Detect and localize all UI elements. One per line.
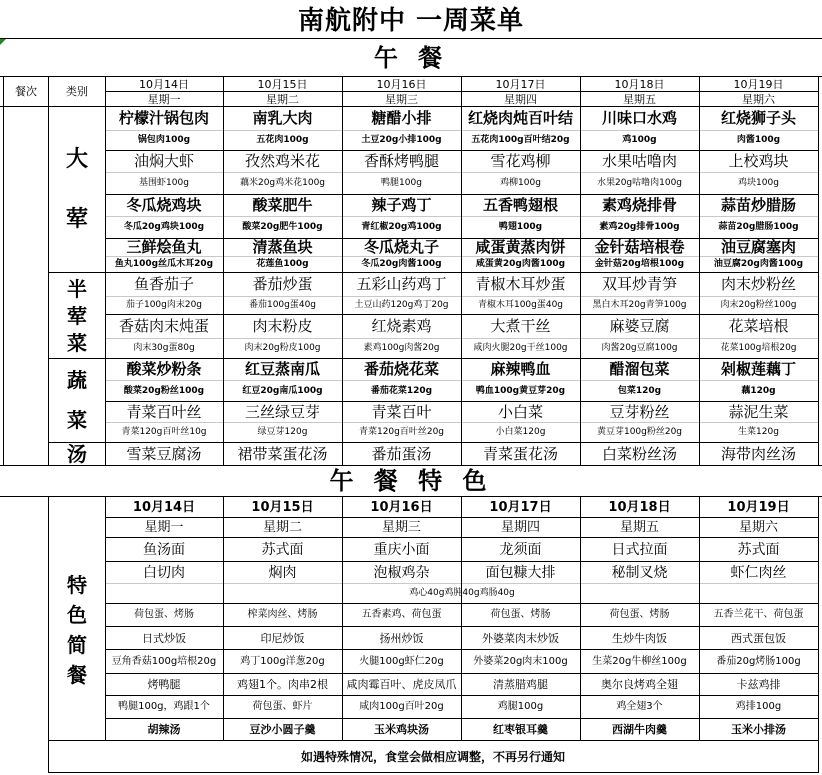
category-main-meat: 大 [65, 147, 88, 172]
special-side: 榨菜肉丝、烤肠 [247, 609, 318, 620]
special-topping: 白切肉 [143, 564, 185, 581]
dish-ingredients: 咸肉火腿20g干丝100g [473, 343, 568, 353]
cell-marker-icon [0, 39, 6, 45]
dish-ingredients: 水果20g咕噜肉100g [596, 178, 683, 188]
special-topping: 泡椒鸡杂 [373, 564, 430, 581]
dish-name: 红豆蒸南瓜 [244, 360, 320, 378]
category-special: 色 [67, 603, 87, 627]
grid-line [3, 76, 4, 466]
dish-name: 鱼香茄子 [133, 275, 194, 293]
category-soup: 汤 [67, 443, 87, 465]
special-rice-ingredients: 火腿100g虾仁20g [359, 655, 444, 667]
dish-ingredients: 藕米20g鸡米花100g [239, 178, 326, 188]
special-topping: 虾仁肉丝 [730, 564, 787, 581]
special-noodle: 苏式面 [261, 541, 304, 558]
dish-name: 三丝绿豆芽 [244, 402, 320, 421]
dish-name: 酸菜肥牛 [252, 196, 313, 214]
dish-name: 雪花鸡柳 [490, 152, 551, 170]
dish-name: 青椒木耳炒蛋 [475, 275, 566, 293]
category-special: 特 [67, 573, 87, 597]
dish-ingredients: 冬瓜20g鸡块100g [123, 222, 205, 232]
special-date: 10月15日 [251, 499, 314, 515]
soup-name: 裙带菜蛋花汤 [237, 444, 328, 463]
dish-name: 花菜培根 [728, 317, 789, 335]
dish-name: 小白菜 [497, 402, 543, 421]
dish-ingredients: 基围虾100g [139, 178, 189, 188]
grid-line [0, 38, 822, 39]
dish-ingredients: 土豆20g小排100g [361, 135, 442, 145]
dish-name: 川味口水鸡 [601, 109, 677, 127]
special-weekday: 星期五 [619, 520, 659, 535]
dish-name: 蒜苗炒腊肠 [720, 196, 796, 214]
dish-ingredients: 鸭血100g黄豆芽20g [475, 385, 566, 396]
dish-name: 蒜泥生菜 [728, 402, 789, 421]
dish-name: 三鲜烩鱼丸 [126, 239, 202, 256]
date-label: 10月16日 [376, 77, 427, 91]
dish-ingredients: 蒜苗20g腊肠100g [718, 222, 799, 232]
special-side: 荷包蛋、烤肠 [609, 609, 670, 620]
date-label: 10月19日 [733, 77, 784, 91]
menu-title: 南航附中 一周菜单 [297, 6, 525, 36]
dish-name: 红烧狮子头 [720, 109, 796, 127]
special-weekday: 星期三 [381, 520, 421, 535]
special-rice: 生炒牛肉饭 [612, 631, 667, 645]
special-side: 五香素鸡、荷包蛋 [361, 609, 442, 620]
category-half-meat: 菜 [67, 330, 87, 355]
dish-ingredients: 黑白木耳20g青笋100g [592, 300, 687, 310]
dish-name: 醋溜包菜 [609, 360, 670, 378]
category-special: 餐 [67, 663, 87, 687]
soup-name: 雪菜豆腐汤 [126, 444, 202, 463]
dish-name: 青菜百叶丝 [126, 402, 202, 421]
special-side: 荷包蛋、烤肠 [134, 609, 194, 620]
special-extra-ingredients: 咸肉100g百叶20g [359, 701, 444, 712]
dish-ingredients: 鸡块100g [738, 178, 779, 188]
special-noodle: 日式拉面 [611, 541, 668, 558]
special-rice: 扬州炒饭 [379, 631, 424, 645]
category-vegetable: 菜 [67, 408, 87, 432]
dish-ingredients: 素鸡20g排骨100g [599, 222, 680, 232]
dish-ingredients: 红豆20g南瓜100g [242, 385, 323, 396]
special-rice: 外婆菜肉末炒饭 [482, 631, 559, 645]
dish-ingredients: 鱼丸100g丝瓜木耳20g [114, 259, 214, 269]
special-extra: 咸肉霉百叶、虎皮凤爪 [346, 678, 457, 691]
soup-name: 番茄蛋汤 [371, 444, 432, 463]
dish-name: 水果咕噜肉 [601, 152, 677, 170]
soup-name: 白菜粉丝汤 [601, 444, 677, 463]
dish-name: 麻辣鸭血 [490, 360, 551, 378]
dish-ingredients: 酸菜20g粉丝100g [123, 385, 205, 396]
dish-ingredients: 冬瓜20g肉酱100g [361, 259, 442, 269]
dish-ingredients: 花莲鱼100g [256, 259, 309, 269]
weekday-label: 星期一 [147, 92, 181, 106]
section-title-lunch: 午 餐 [373, 44, 449, 72]
soup-name: 青菜蛋花汤 [482, 444, 558, 463]
dish-name: 五彩山药鸡丁 [356, 275, 447, 293]
special-topping-ingredients: 鸡心40g鸡肫40g鸡肠40g [409, 588, 515, 598]
special-extra-ingredients: 荷包蛋、虾片 [252, 701, 313, 712]
special-date: 10月19日 [727, 499, 790, 515]
category-special: 简 [67, 633, 87, 657]
special-date: 10月17日 [489, 499, 552, 515]
dish-ingredients: 茄子100g肉末20g [125, 300, 203, 310]
category-half-meat: 半 [67, 277, 87, 302]
special-rice: 印尼炒饭 [260, 631, 305, 645]
special-topping: 焖肉 [268, 564, 297, 581]
dish-name: 青菜百叶 [371, 402, 432, 421]
special-topping: 面包糠大排 [485, 564, 556, 581]
dish-ingredients: 肉末20g粉皮100g [244, 343, 321, 353]
weekday-label: 星期四 [504, 92, 537, 106]
dish-ingredients: 青菜120g百叶丝20g [358, 427, 445, 437]
header-meal-time: 餐次 [15, 85, 37, 98]
dish-ingredients: 番茄100g蛋40g [248, 300, 317, 310]
dish-name: 五香鸭翅根 [482, 196, 558, 214]
dish-ingredients: 金针菇20g培根100g [594, 259, 685, 269]
weekday-label: 星期三 [385, 92, 418, 106]
special-topping: 秘制叉烧 [611, 564, 668, 581]
special-date: 10月16日 [370, 499, 433, 515]
grid-line [818, 76, 819, 466]
dish-name: 红烧肉炖百叶结 [467, 109, 573, 127]
dish-name: 冬瓜烧鸡块 [126, 196, 202, 214]
special-extra: 烤鸭腿 [147, 678, 181, 691]
dish-ingredients: 鸡柳100g [500, 178, 541, 188]
special-extra: 奥尔良烤鸡全翅 [601, 678, 678, 691]
weekday-label: 星期二 [266, 92, 299, 106]
special-noodle: 苏式面 [737, 541, 780, 558]
special-extra-ingredients: 鸡排100g [735, 701, 782, 712]
dish-name: 辣子鸡丁 [371, 196, 432, 214]
special-extra-ingredients: 鸡全翅3个 [616, 701, 663, 712]
dish-name: 南乳大肉 [252, 109, 313, 127]
footer-note: 如遇特殊情况，食堂会做相应调整，不再另行通知 [300, 749, 565, 764]
special-rice-ingredients: 鸡丁100g洋葱20g [240, 655, 325, 667]
dish-name: 油焖大虾 [133, 152, 194, 170]
dish-name: 素鸡烧排骨 [601, 196, 677, 214]
special-soup: 玉米小排汤 [731, 723, 786, 736]
dish-name: 冬瓜烧丸子 [363, 239, 439, 256]
special-side: 荷包蛋、烤肠 [490, 609, 551, 620]
category-vegetable: 蔬 [67, 368, 87, 392]
special-extra-ingredients: 鸭腿100g，鸡跟1个 [118, 701, 210, 712]
dish-name: 上校鸡块 [728, 152, 789, 170]
dish-name: 柠檬汁锅包肉 [118, 109, 209, 127]
dish-ingredients: 五花肉100g [256, 135, 309, 145]
dish-ingredients: 肉酱100g [736, 135, 781, 145]
dish-ingredients: 番茄花菜120g [370, 385, 433, 396]
dish-name: 肉末粉皮 [252, 317, 313, 335]
dish-ingredients: 鸭翅100g [498, 222, 543, 232]
special-soup: 胡辣汤 [147, 723, 181, 736]
special-extra: 卡兹鸡排 [736, 678, 781, 691]
date-label: 10月17日 [495, 77, 546, 91]
dish-name: 金针菇培根卷 [594, 239, 685, 256]
special-rice-ingredients: 番茄20g烤肠100g [716, 655, 801, 667]
special-noodle: 龙须面 [499, 541, 542, 558]
special-weekday: 星期一 [144, 520, 184, 535]
dish-name: 豆芽粉丝 [609, 402, 670, 421]
grid-line [818, 496, 819, 741]
dish-ingredients: 肉酱20g豆腐100g [601, 343, 678, 353]
dish-name: 麻婆豆腐 [609, 317, 670, 335]
dish-name: 番茄炒蛋 [252, 275, 313, 293]
special-date: 10月14日 [132, 499, 196, 515]
dish-name: 酸菜炒粉条 [126, 360, 202, 378]
dish-ingredients: 酸菜20g肥牛100g [242, 222, 323, 232]
dish-ingredients: 绿豆芽120g [257, 427, 308, 437]
special-rice: 西式蛋包饭 [731, 631, 786, 645]
dish-name: 番茄烧花菜 [363, 360, 439, 378]
special-rice: 日式炒饭 [142, 631, 186, 645]
special-date: 10月18日 [608, 499, 671, 515]
dish-name: 香酥烤鸭腿 [363, 152, 439, 170]
dish-ingredients: 咸蛋黄20g肉酱100g [475, 259, 566, 269]
dish-ingredients: 青红椒20g鸡100g [361, 222, 442, 232]
dish-name: 孜然鸡米花 [244, 152, 320, 170]
dish-ingredients: 土豆山药120g鸡丁20g [354, 300, 449, 310]
dish-ingredients: 藕120g [741, 385, 776, 396]
dish-ingredients: 包菜120g [617, 385, 662, 396]
dish-ingredients: 黄豆芽100g粉丝20g [596, 427, 683, 437]
dish-ingredients: 肉末20g粉丝100g [720, 300, 797, 310]
dish-ingredients: 素鸡100g肉酱20g [363, 343, 440, 353]
dish-name: 油豆腐塞肉 [720, 239, 796, 256]
dish-ingredients: 五花肉100g百叶结20g [471, 135, 570, 145]
special-rice-ingredients: 外婆菜20g肉末100g [473, 655, 568, 667]
dish-ingredients: 生菜120g [738, 427, 779, 437]
dish-name: 剁椒莲藕丁 [720, 360, 796, 378]
dish-name: 大煮干丝 [490, 317, 551, 335]
special-noodle: 鱼汤面 [143, 541, 185, 558]
category-main-meat: 荤 [65, 207, 88, 232]
special-side: 五香兰花干、荷包蛋 [713, 609, 804, 620]
special-extra: 清蒸腊鸡腿 [493, 678, 548, 691]
special-rice-ingredients: 生菜20g牛柳丝100g [592, 655, 687, 667]
special-weekday: 星期六 [738, 520, 778, 535]
dish-ingredients: 油豆腐20g肉酱100g [713, 259, 804, 269]
grid-line [48, 772, 819, 773]
dish-ingredients: 鸭腿100g [381, 178, 422, 188]
dish-ingredients: 小白菜120g [495, 427, 546, 437]
special-extra-ingredients: 鸡腿100g [497, 701, 544, 712]
dish-name: 糖醋小排 [371, 109, 432, 127]
dish-ingredients: 肉末30g蛋80g [133, 343, 195, 353]
special-weekday: 星期四 [500, 520, 540, 535]
special-noodle: 重庆小面 [373, 541, 430, 558]
category-half-meat: 荤 [67, 303, 87, 328]
special-rice-ingredients: 豆角香菇100g培根20g [111, 655, 217, 667]
dish-ingredients: 鸡100g [622, 135, 657, 145]
date-label: 10月15日 [257, 77, 308, 91]
dish-name: 咸蛋黄蒸肉饼 [475, 239, 566, 256]
special-soup: 豆沙小圆子羹 [249, 723, 316, 736]
dish-ingredients: 青椒木耳100g蛋40g [477, 300, 564, 310]
dish-name: 香菇肉末炖蛋 [118, 317, 209, 335]
dish-ingredients: 青菜120g百叶丝10g [121, 427, 207, 437]
special-soup: 玉米鸡块汤 [374, 723, 429, 736]
dish-name: 肉末炒粉丝 [720, 275, 796, 293]
weekday-label: 星期六 [742, 92, 775, 106]
special-soup: 红枣银耳羹 [493, 723, 548, 736]
date-label: 10月14日 [139, 77, 189, 91]
dish-name: 红烧素鸡 [371, 317, 432, 335]
date-label: 10月18日 [614, 77, 665, 91]
special-extra: 鸡翅1个。肉串2根 [237, 678, 328, 691]
section-title-special: 午 餐 特 色 [329, 467, 493, 495]
dish-name: 双耳炒青笋 [601, 275, 677, 293]
weekday-label: 星期五 [623, 92, 656, 106]
header-category: 类别 [66, 85, 88, 98]
dish-ingredients: 花菜100g培根20g [720, 343, 797, 353]
special-weekday: 星期二 [262, 520, 302, 535]
soup-name: 海带肉丝汤 [720, 444, 796, 463]
special-soup: 西湖牛肉羹 [612, 723, 667, 736]
dish-name: 清蒸鱼块 [252, 239, 313, 256]
dish-ingredients: 锅包肉100g [137, 135, 191, 145]
grid-line [818, 740, 819, 773]
